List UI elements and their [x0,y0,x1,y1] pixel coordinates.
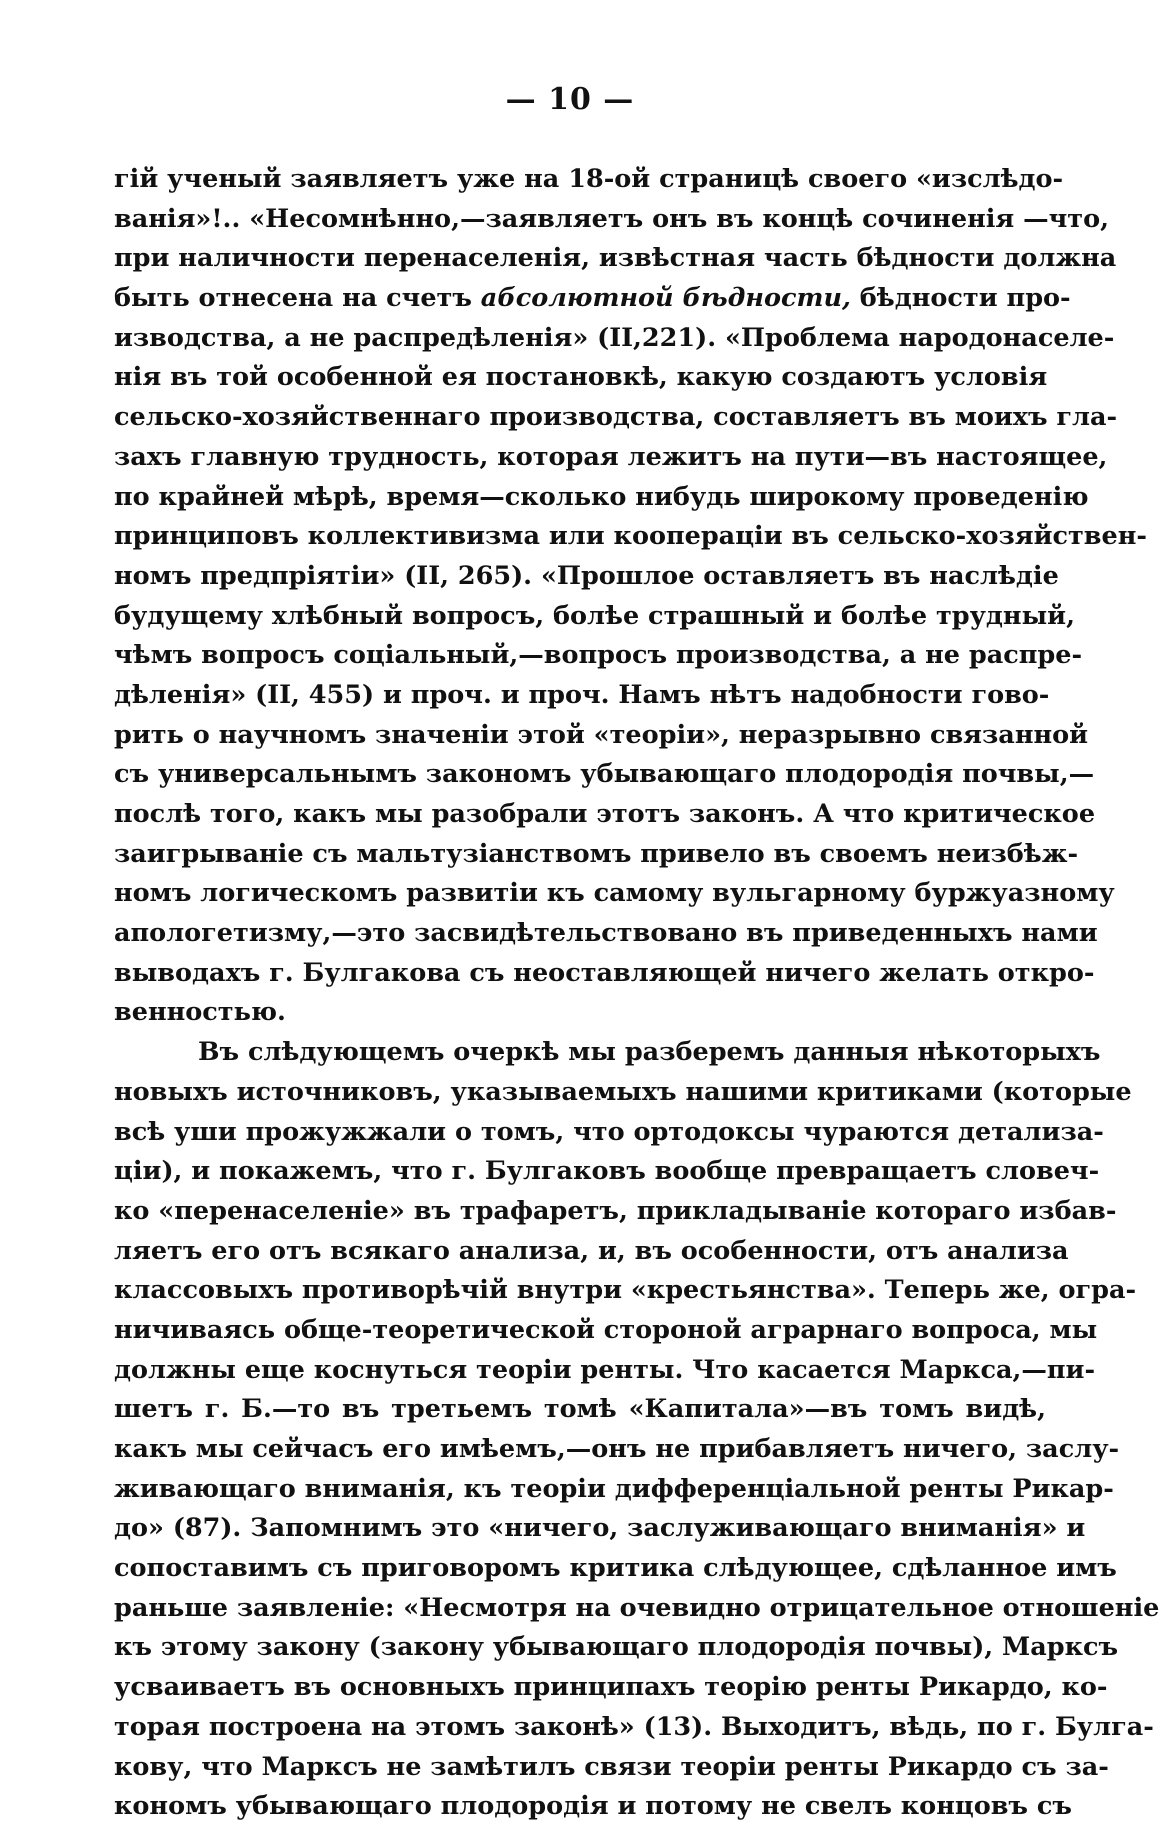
text-line: изводства, а не распредѣленія» (II,221). «Проблема народонаселе- [114,322,1115,353]
text-line: съ универсальнымъ закономъ убывающаго плодородія почвы,— [114,759,1095,790]
text-line: Въ слѣдующемъ очеркѣ мы разберемъ данныя нѣкоторыхъ [198,1037,1101,1068]
text-line: живающаго вниманія, къ теоріи дифференціальной ренты Рикар- [114,1473,1114,1504]
text-line: ко «перенаселеніе» въ трафаретъ, прикладываніе котораго избав- [114,1195,1117,1226]
text-line: сопоставимъ съ приговоромъ критика слѣдующее, сдѣланное имъ [114,1553,1117,1584]
text-line: захъ главную трудность, которая лежитъ на пути—въ настоящее, [114,441,1108,472]
text-line: раньше заявленіе: «Несмотря на очевидно отрицательное отношеніе [114,1592,1159,1623]
text-line: будущему хлѣбный вопросъ, болѣе страшный и болѣе трудный, [114,600,1075,631]
paragraph-1 [114,160,1147,1033]
text-line: должны еще коснуться теоріи ренты. Что касается Маркса,—пи- [114,1354,1096,1385]
text-line: новыхъ источниковъ, указываемыхъ нашими критиками (которые [114,1076,1132,1107]
text-line: ціи), и покажемъ, что г. Булгаковъ вообще превращаетъ словеч- [114,1156,1100,1187]
text-line: чѣмъ вопросъ соціальный,—вопросъ производства, а не распре- [114,640,1083,671]
text-line: венностью. [114,997,286,1028]
text-line: по крайней мѣрѣ, время—сколько нибудь широкому проведенію [114,481,1089,512]
text-line: ничиваясь обще-теоретической стороной аграрнаго вопроса, мы [114,1314,1098,1345]
text-line: до» (87). Запомнимъ это «ничего, заслуживающаго вниманія» и [114,1513,1086,1544]
page-number: — 10 — [505,82,635,117]
text-line: торая построена на этомъ законѣ» (13). Выходитъ, вѣдь, по г. Булга- [114,1711,1154,1742]
text-line: дѣленія» (II, 455) и проч. и проч. Намъ нѣтъ надобности гово- [114,679,1050,710]
text-line: усваиваетъ въ основныхъ принципахъ теорію ренты Рикардо, ко- [114,1672,1108,1703]
text-line: выводахъ г. Булгакова съ неоставляющей ничего желать откро- [114,957,1095,988]
text-line: при наличности перенаселенія, извѣстная часть бѣдности должна [114,243,1117,274]
text-line: ванія»!.. «Несомнѣнно,—заявляетъ онъ въ концѣ сочиненія —что, [114,203,1109,234]
text-line: быть отнесена на счетъ абсолютной бѣдности, бѣдности про- [114,283,1071,314]
text-line: гій ученый заявляетъ уже на 18-ой страницѣ своего «изслѣдо- [114,164,1064,194]
text-line: сельско-хозяйственнаго производства, составляетъ въ моихъ гла- [114,402,1118,433]
text-line: ляетъ его отъ всякаго анализа, и, въ особенности, отъ анализа [114,1235,1069,1266]
text-line: рить о научномъ значеніи этой «теоріи», неразрывно связанной [114,719,1089,750]
text-line: кономъ убывающаго плодородія и потому не свелъ концовъ съ [114,1791,1072,1822]
text-line: номъ предпріятіи» (II, 265). «Прошлое оставляетъ въ наслѣдіе [114,560,1059,591]
text-line: къ этому закону (закону убывающаго плодородія почвы), Марксъ [114,1632,1119,1663]
text-line: кову, что Марксъ не замѣтилъ связи теоріи ренты Рикардо съ за- [114,1751,1109,1782]
text-line: всѣ уши прожужжали о томъ, что ортодоксы чураются детализа- [114,1116,1104,1147]
text-line: нія въ той особенной ея постановкѣ, какую создаютъ условія [114,362,1048,393]
text-line: шетъ г. Б.—то въ третьемъ томѣ «Капитала»—въ томъ видѣ, [114,1394,1046,1425]
text-line: апологетизму,—это засвидѣтельствовано въ приведенныхъ нами [114,918,1098,949]
text-line: какъ мы сейчасъ его имѣемъ,—онъ не прибавляетъ ничего, заслу- [114,1434,1120,1464]
text-line: заигрываніе съ мальтузіанствомъ привело въ своемъ неизбѣж- [114,838,1079,869]
text-line: послѣ того, какъ мы разобрали этотъ законъ. А что критическое [114,799,1096,829]
body-text [114,160,1159,1827]
text-line: номъ логическомъ развитіи къ самому вульгарному буржуазному [114,878,1115,909]
text-line: принциповъ коллективизма или коопераціи въ сельско-хозяйствен- [114,521,1147,552]
paragraph-2 [114,1033,1159,1827]
text-line: классовыхъ противорѣчій внутри «крестьянства». Теперь же, огра- [114,1275,1137,1306]
